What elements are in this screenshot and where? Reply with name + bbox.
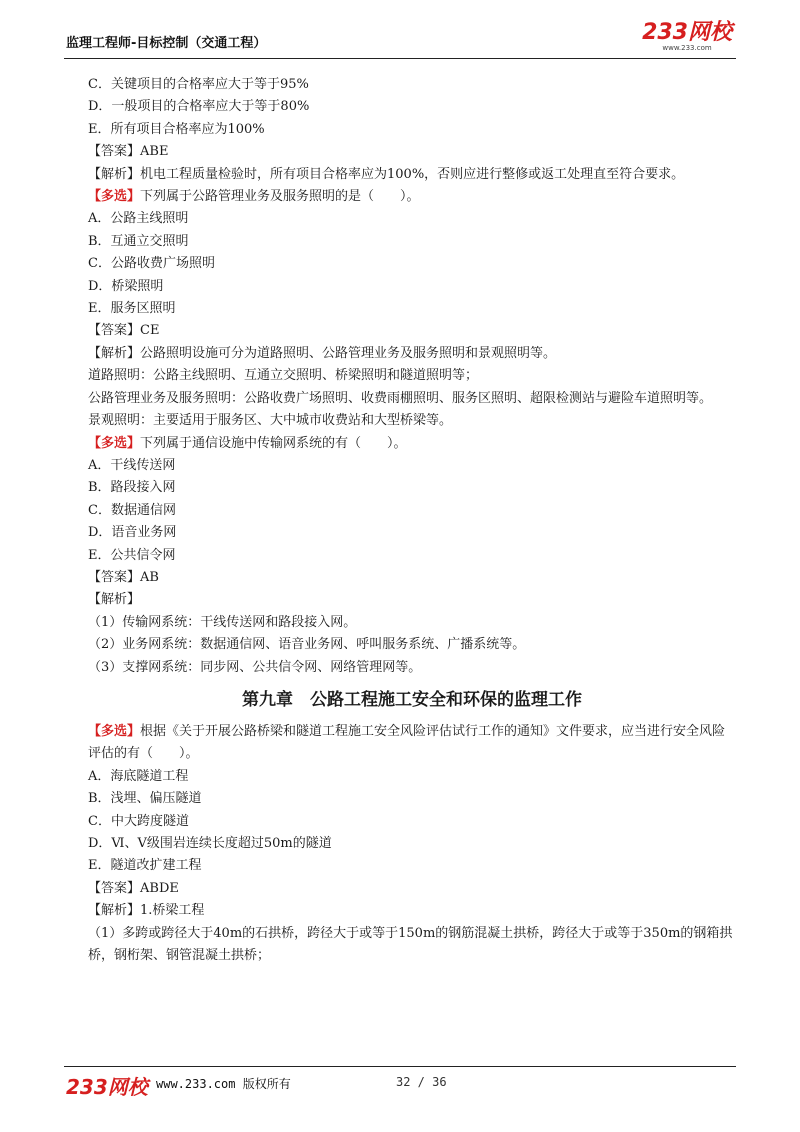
logo-text: 233网校 [642, 20, 732, 45]
option-e: E．服务区照明 [88, 301, 176, 317]
explanation-line: （2）业务网系统：数据通信网、语音业务网、呼叫服务系统、广播系统等。 [88, 637, 526, 653]
question-stem [88, 721, 736, 766]
option-d: D．一般项目的合格率应大于等于80% [88, 99, 310, 115]
explanation: 【解析】1.桥梁工程 [88, 903, 205, 919]
footer-copyright: www.233.com 版权所有 [156, 1077, 291, 1091]
option-c: C．数据通信网 [88, 502, 176, 518]
option-b: B．浅埋、偏压隧道 [88, 791, 202, 807]
logo-url: www.233.com [662, 44, 712, 52]
explanation-line: （1）多跨或跨径大于40m的石拱桥，跨径大于或等于150m的钢筋混凝土拱桥，跨径大于或等于350m的钢箱拱桥，钢桁架、钢管混凝土拱桥； [88, 925, 733, 964]
option-e: E．所有项目合格率应为100% [88, 121, 265, 137]
document-body [88, 74, 736, 967]
option-d: D．Ⅵ、Ⅴ级围岩连续长度超过50m的隧道 [88, 836, 332, 851]
option-e: E．隧道改扩建工程 [88, 858, 202, 874]
option-d: D．桥梁照明 [88, 278, 164, 294]
document-title: 监理工程师-目标控制（交通工程） [66, 36, 267, 51]
explanation: 【解析】机电工程质量检验时，所有项目合格率应为100%，否则应进行整修或返工处理直至符合要求。 [88, 166, 685, 182]
question-stem [88, 186, 736, 208]
answer: 【答案】CE [88, 323, 160, 339]
page-header [64, 20, 736, 59]
answer: 【答案】AB [88, 569, 159, 585]
question-type-tag: 【多选】 [88, 189, 141, 205]
option-d: D．语音业务网 [88, 525, 177, 541]
option-e: E．公共信令网 [88, 547, 176, 563]
explanation-line: 道路照明：公路主线照明、互通立交照明、桥梁照明和隧道照明等； [88, 368, 479, 384]
question-text: 根据《关于开展公路桥梁和隧道工程施工安全风险评估试行工作的通知》文件要求，应当进行安全风险评估的有（ ）。 [88, 723, 726, 762]
explanation: 【解析】公路照明设施可分为道路照明、公路管理业务及服务照明和景观照明等。 [88, 345, 557, 361]
option-c: C．关键项目的合格率应大于等于95% [88, 77, 309, 92]
chapter-heading: 第九章 公路工程施工安全和环保的监理工作 [242, 689, 582, 710]
option-b: B．互通立交照明 [88, 233, 189, 249]
question-type-tag: 【多选】 [88, 435, 141, 451]
brand-logo [642, 22, 732, 52]
option-a: A．海底隧道工程 [88, 768, 189, 784]
question-type-tag: 【多选】 [88, 723, 141, 739]
explanation-label: 【解析】 [88, 592, 141, 608]
explanation-line: （3）支撑网系统：同步网、公共信令网、网络管理网等。 [88, 659, 422, 675]
explanation-line: 景观照明：主要适用于服务区、大中城市收费站和大型桥梁等。 [88, 413, 453, 429]
explanation-line: 公路管理业务及服务照明：公路收费广场照明、收费雨棚照明、服务区照明、超限检测站与避险车道照明等。 [88, 390, 713, 406]
answer: 【答案】ABDE [88, 880, 179, 896]
option-b: B．路段接入网 [88, 480, 176, 496]
answer: 【答案】ABE [88, 144, 169, 160]
footer-logo: 233网校 [66, 1075, 148, 1099]
page-number: 32 / 36 [396, 1075, 447, 1089]
explanation-line: （1）传输网系统：干线传送网和路段接入网。 [88, 614, 357, 630]
question-stem [88, 433, 736, 455]
option-a: A．公路主线照明 [88, 211, 189, 227]
option-c: C．公路收费广场照明 [88, 256, 215, 272]
question-text: 下列属于公路管理业务及服务照明的是（ ）。 [140, 189, 420, 205]
option-a: A．干线传送网 [88, 457, 176, 473]
question-text: 下列属于通信设施中传输网系统的有（ ）。 [140, 435, 407, 451]
page-footer [64, 1066, 736, 1097]
option-c: C．中大跨度隧道 [88, 813, 189, 829]
